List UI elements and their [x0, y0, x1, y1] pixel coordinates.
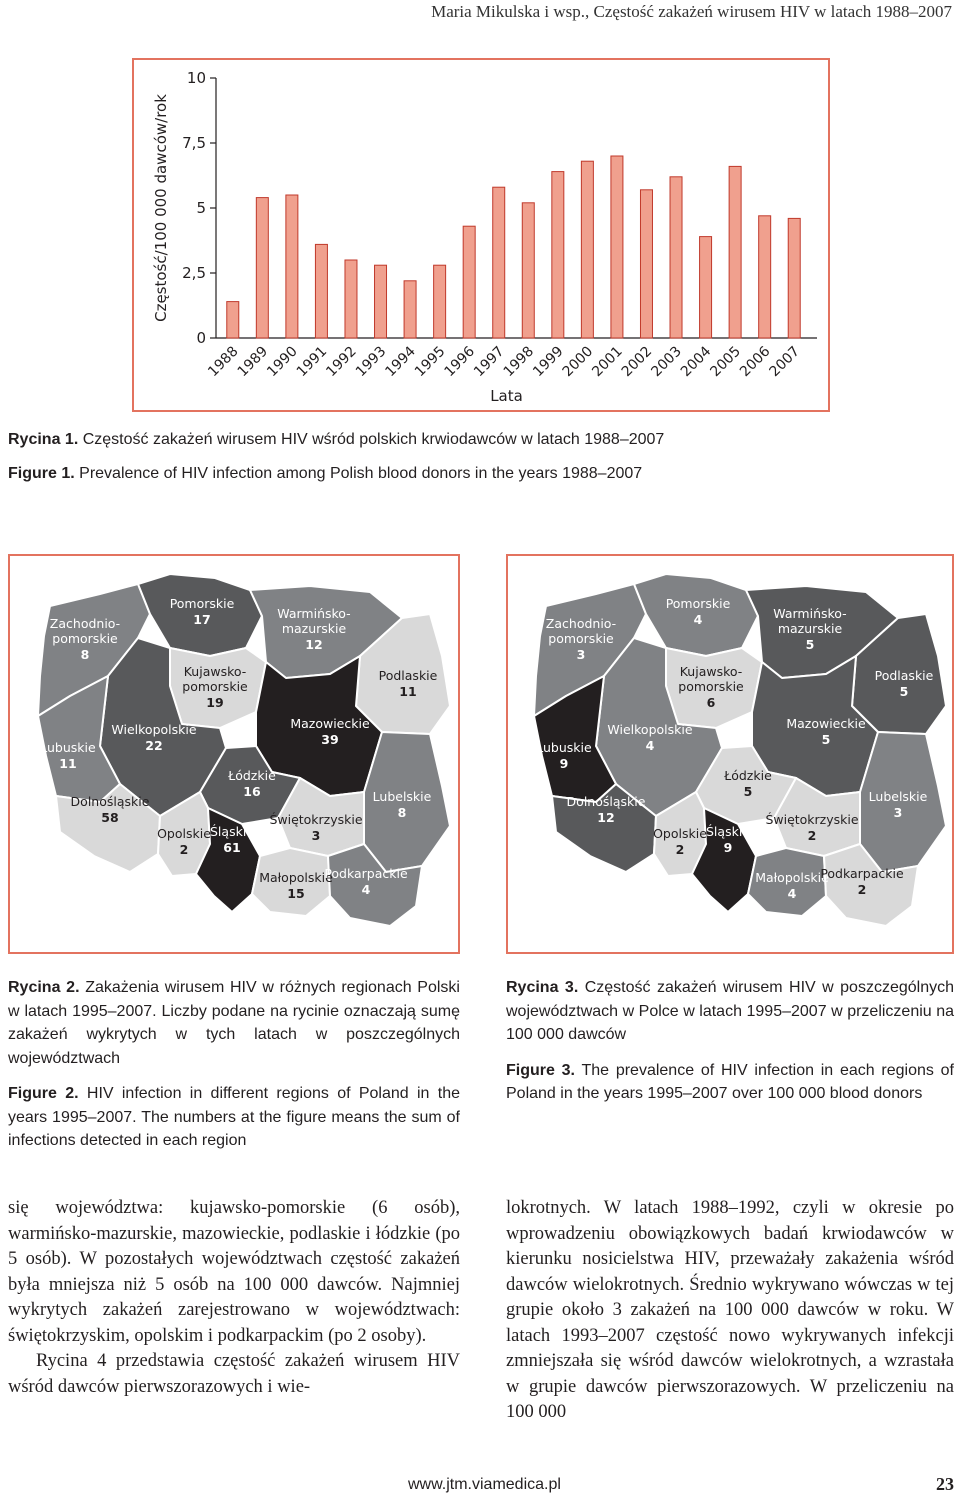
region-label: Mazowieckie 5: [786, 716, 866, 747]
footer-url[interactable]: www.jtm.viamedica.pl: [408, 1476, 561, 1493]
x-tick-label: 1999: [530, 343, 567, 381]
y-tick-label: 5: [196, 199, 206, 217]
region-value: 5: [743, 784, 753, 799]
region-label: Łódzkie 16: [228, 768, 276, 799]
bar-2001: [611, 156, 623, 338]
bar-1991: [315, 244, 327, 338]
bar-1998: [522, 203, 534, 338]
bar-1992: [345, 260, 357, 338]
caption-label: Figure 1.: [8, 464, 75, 482]
caption-text: Zakażenia wirusem HIV w różnych regionach Polski w latach 1995–2007. Liczby podane na rycinie oznaczają sumę zakażeń wykrytych w tych latach w poszczególnych województwach: [8, 979, 460, 1067]
region-label: Podkarpackie 4: [324, 866, 408, 897]
region-value: 2: [675, 842, 685, 857]
region-label: Mazowieckie 39: [290, 716, 370, 747]
x-tick-label: 1990: [264, 343, 301, 381]
body-column-right: [506, 1196, 954, 1426]
x-tick-label: 2005: [707, 343, 744, 381]
region-value: 5: [805, 637, 815, 652]
bar-1990: [286, 195, 298, 338]
bar-2007: [788, 218, 800, 338]
body-paragraph: lokrotnych. W latach 1988–1992, czyli w okresie po wprowadzeniu obowiązkowych badań krwiodawców w kierunku nosicielstwa HIV, przeważały zakażenia wśród dawców wielokrotnych. Średnio wykrywano wówczas w tej grupie około 3 zakażeń na 100 000 dawców w roku. W latach 1993–2007 częstość nowo wykrywanych infekcji zmniejszała się wśród dawców wielokrotnych, a wzrastała w grupie dawców pierwszorazowych. W przeliczeniu na 100 000: [506, 1198, 954, 1422]
figure-2-frame: [8, 554, 460, 954]
region-value: 8: [397, 805, 407, 820]
region-label: Wielkopolskie 4: [607, 722, 693, 753]
region-value: 9: [723, 840, 733, 855]
body-column-left: [8, 1196, 460, 1400]
region-label: Dolnośląskie 58: [70, 794, 150, 825]
bar-1988: [227, 302, 239, 338]
region-value: 4: [645, 738, 655, 753]
caption-text: Częstość zakażeń wirusem HIV w poszczególnych województwach w Polce w latach 1995–2007 w przeliczeniu na 100 000 dawców: [506, 979, 954, 1043]
region-label: Lubelskie 8: [372, 789, 432, 820]
x-tick-label: 1989: [234, 343, 272, 381]
region-value: 12: [305, 637, 323, 652]
region-label: Warmińsko-mazurskie 5: [773, 606, 847, 652]
bar-2000: [581, 161, 593, 338]
region-value: 3: [311, 828, 321, 843]
x-tick-label: 1993: [352, 343, 390, 381]
region-label: Świętokrzyskie 2: [765, 812, 859, 843]
region-label: Kujawsko-pomorskie 6: [678, 664, 744, 710]
bar-1993: [375, 265, 387, 338]
region-value: 5: [821, 732, 831, 747]
bar-2004: [700, 237, 712, 338]
page-number: 23: [936, 1474, 954, 1494]
region-label: Śląskie 9: [706, 824, 750, 855]
caption-label: Rycina 2.: [8, 979, 80, 996]
region-value: 11: [399, 684, 417, 699]
region-label: Pomorskie 17: [169, 596, 235, 627]
region-label: Podkarpackie 2: [820, 866, 904, 897]
x-tick-label: 1991: [293, 343, 331, 381]
region-value: 2: [807, 828, 817, 843]
poland-map-infections: [10, 556, 458, 952]
y-tick-label: 0: [196, 329, 206, 347]
bar-2003: [670, 177, 682, 338]
bar-1996: [463, 226, 475, 338]
caption-label: Rycina 1.: [8, 431, 79, 448]
region-label: Łódzkie 5: [724, 768, 772, 799]
bar-2006: [759, 216, 771, 338]
region-value: 39: [321, 732, 339, 747]
x-tick-label: 1996: [441, 343, 479, 381]
bar-1999: [552, 172, 564, 338]
caption-label: Rycina 3.: [506, 979, 579, 996]
region-value: 3: [893, 805, 903, 820]
region-value: 4: [787, 886, 797, 901]
figure-2-caption: [8, 976, 460, 1163]
region-label: Małopolskie 15: [259, 870, 333, 901]
x-tick-label: 2004: [677, 343, 715, 381]
region-value: 15: [287, 886, 305, 901]
region-label: Podlaskie 11: [378, 668, 438, 699]
bar-1997: [493, 187, 505, 338]
figure-3-frame: [506, 554, 954, 954]
region-value: 4: [361, 882, 371, 897]
x-tick-label: 1992: [323, 343, 360, 381]
bar-1994: [404, 281, 416, 338]
caption-text: The prevalence of HIV infection in each regions of Poland in the years 1995–2007 over 100 000 blood donors: [506, 1061, 955, 1102]
x-tick-label: 1998: [500, 343, 538, 381]
x-tick-label: 2003: [648, 343, 685, 381]
region-label: Zachodnio-pomorskie 8: [49, 616, 121, 662]
x-tick-label: 1997: [471, 343, 508, 381]
region-value: 6: [706, 695, 716, 710]
x-tick-label: 2001: [589, 343, 626, 381]
y-tick-label: 7,5: [182, 134, 206, 152]
region-label: Pomorskie 4: [665, 596, 731, 627]
x-tick-label: 2006: [736, 343, 774, 381]
region-value: 5: [899, 684, 909, 699]
caption-text: Prevalence of HIV infection among Polish blood donors in the years 1988–2007: [79, 464, 643, 482]
region-value: 22: [145, 738, 163, 753]
caption-text: HIV infection in different regions of Poland in the years 1995–2007. The numbers at the figure means the sum of infections detected in each region: [8, 1085, 461, 1149]
x-tick-label: 1988: [205, 343, 242, 381]
region-label: Kujawsko-pomorskie 19: [182, 664, 248, 710]
header-title: Częstość zakażeń wirusem HIV w latach 1988–2007: [593, 2, 952, 21]
x-tick-label: 1994: [382, 343, 419, 381]
region-value: 58: [101, 810, 119, 825]
region-value: 16: [243, 784, 261, 799]
figure-3-caption: [506, 976, 954, 1116]
region-value: 12: [597, 810, 615, 825]
region-value: 3: [576, 647, 586, 662]
region-value: 61: [223, 840, 241, 855]
x-tick-label: 1995: [411, 343, 449, 381]
x-tick-label: 2000: [559, 343, 597, 381]
region-value: 2: [179, 842, 189, 857]
caption-text: Częstość zakażeń wirusem HIV wśród polskich krwiodawców w latach 1988–2007: [82, 431, 665, 448]
region-value: 9: [559, 756, 569, 771]
y-tick-label: 2,5: [182, 264, 206, 282]
region-label: Lubelskie 3: [868, 789, 928, 820]
region-label: Opolskie 2: [157, 826, 211, 857]
figure-1-frame: [132, 58, 830, 412]
x-tick-label: 2007: [766, 343, 804, 381]
region-value: 4: [693, 612, 703, 627]
region-label: Świętokrzyskie 3: [269, 812, 363, 843]
running-header: Maria Mikulska i wsp., Częstość zakażeń wirusem HIV w latach 1988–2007: [431, 2, 952, 21]
poland-map-prevalence: [508, 556, 952, 952]
region-label: Opolskie 2: [653, 826, 707, 857]
header-authors: Maria Mikulska i wsp.: [431, 2, 586, 21]
region-value: 2: [857, 882, 867, 897]
region-label: Zachodnio-pomorskie 3: [545, 616, 617, 662]
figure-1-caption: [8, 428, 948, 495]
region-label: Śląskie 61: [210, 824, 254, 855]
x-tick-label: 2002: [618, 343, 656, 381]
region-label: Dolnośląskie 12: [566, 794, 646, 825]
region-label: Lubuskie 9: [536, 740, 592, 771]
region-label: Warmińsko-mazurskie 12: [277, 606, 351, 652]
caption-label: Figure 2.: [8, 1085, 79, 1102]
region-value: 17: [193, 612, 211, 627]
bar-2002: [640, 190, 652, 338]
y-axis-label: Częstość/100 000 dawców/rok: [152, 94, 170, 322]
caption-label: Figure 3.: [506, 1061, 575, 1079]
x-axis-label: Lata: [490, 387, 523, 405]
y-tick-label: 10: [186, 69, 206, 87]
region-label: Podlaskie 5: [874, 668, 934, 699]
bar-1989: [256, 198, 268, 338]
bar-2005: [729, 166, 741, 338]
body-paragraph: Rycina 4 przedstawia częstość zakażeń wirusem HIV wśród dawców pierwszorazowych i wie-: [8, 1351, 460, 1397]
region-label: Wielkopolskie 22: [111, 722, 197, 753]
region-label: Małopolskie 4: [755, 870, 829, 901]
region-value: 11: [59, 756, 77, 771]
region-label: Lubuskie 11: [40, 740, 96, 771]
bar-chart: [134, 60, 828, 410]
body-paragraph: się województwa: kujawsko-pomorskie (6 osób), warmińsko-mazurskie, mazowieckie, podlaskie i łódzkie (po 5 osób). W pozostałych województwach częstość zakażeń była mniejsza niż 5 osób na 100 000 dawców. Najmniej wykrytych zakażeń zarejestrowano w województwach: świętokrzyskim, opolskim i podkarpackim (po 2 osoby).: [8, 1198, 460, 1346]
region-value: 8: [80, 647, 90, 662]
bar-1995: [434, 265, 446, 338]
region-value: 19: [206, 695, 224, 710]
